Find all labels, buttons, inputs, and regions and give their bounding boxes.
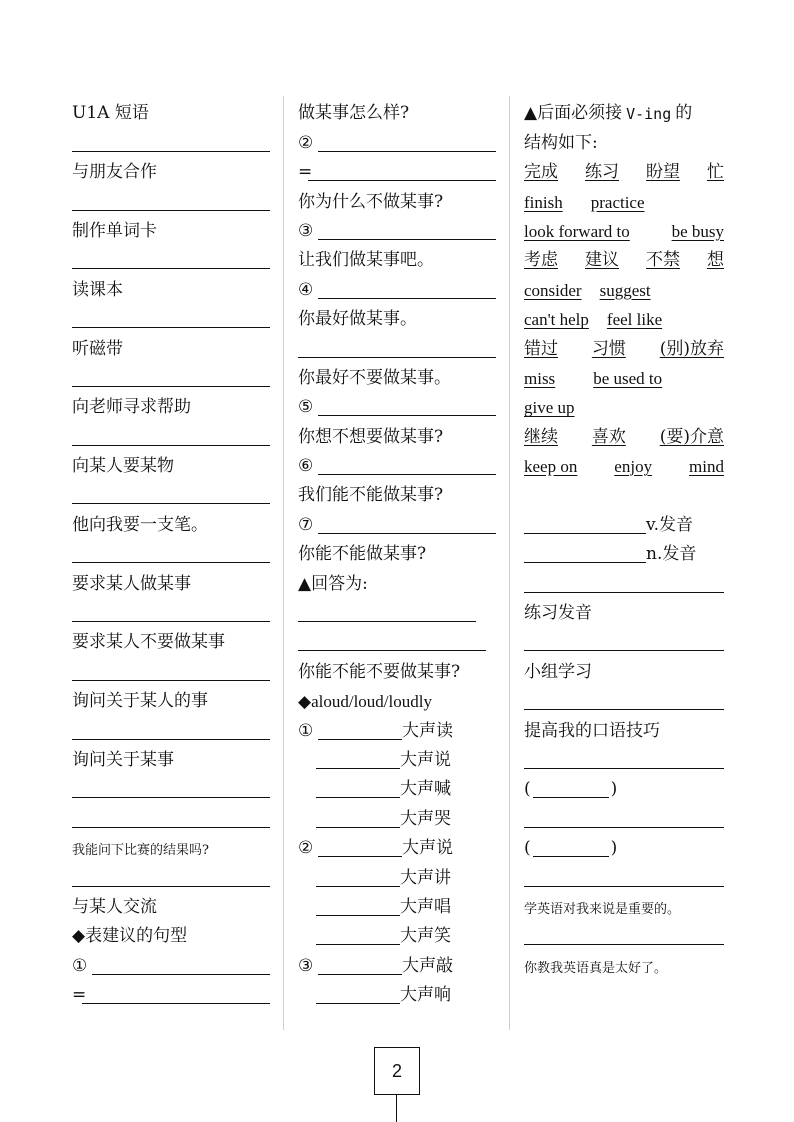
column-1	[72, 96, 270, 1007]
english-word: keep on	[524, 457, 578, 477]
answer-line	[72, 596, 270, 625]
chinese-word: 喜欢	[591, 426, 626, 447]
answer-line	[72, 302, 270, 331]
answer-line	[72, 419, 270, 448]
meaning: 大声讲	[400, 867, 451, 888]
chinese-word: 想	[707, 250, 724, 271]
fill-row	[524, 537, 724, 566]
numbered-answer-line	[298, 449, 496, 478]
word-row	[524, 331, 724, 360]
chinese-word: 继续	[524, 426, 558, 447]
answer-line	[524, 801, 724, 830]
english-word: miss	[524, 368, 556, 388]
phrase-prompt: 制作单词卡	[72, 220, 157, 241]
phrase-prompt: 向某人要某物	[72, 456, 174, 477]
equals-answer-line	[72, 978, 270, 1007]
numbered-answer-line	[298, 272, 496, 301]
answer-line	[298, 331, 496, 360]
paren-close: )	[610, 838, 618, 859]
phrase-prompt: 询问关于某人的事	[72, 691, 208, 712]
phrase-prompt: 他向我要一支笔。	[72, 514, 208, 535]
fill-row	[298, 772, 496, 801]
word-row	[524, 184, 724, 213]
fill-row	[298, 713, 496, 742]
blank	[316, 871, 400, 887]
phrase-prompt: 你能不能不要做某事?	[298, 661, 461, 682]
chinese-word: (别)放弃	[659, 338, 724, 359]
phrase-prompt: 你最好做某事。	[298, 309, 417, 330]
word-row	[524, 449, 724, 478]
phrase-prompt: 我们能不能做某事?	[298, 485, 444, 506]
phrase-prompt: 你想不想要做某事?	[298, 426, 444, 447]
fill-row	[298, 801, 496, 830]
blank	[316, 988, 400, 1004]
english-word: be used to	[593, 368, 663, 388]
english-word: feel like	[606, 310, 663, 330]
blank	[318, 841, 402, 857]
meaning: n.发音	[646, 544, 697, 565]
answer-line	[72, 654, 270, 683]
circled-number: ①	[72, 955, 88, 976]
page-number: 2	[374, 1047, 420, 1095]
equals-answer-line	[298, 155, 496, 184]
answer-line	[524, 919, 724, 948]
english-word: mind	[689, 457, 724, 477]
fill-row	[298, 919, 496, 948]
meaning: v.发音	[646, 514, 693, 535]
chinese-word: 建议	[585, 250, 619, 271]
answer-line	[72, 478, 270, 507]
sentence-prompt: 你教我英语真是太好了。	[524, 960, 668, 976]
answer-line	[72, 713, 270, 742]
phrase-prompt: 小组学习	[524, 661, 592, 682]
fill-row	[298, 860, 496, 889]
english-word: consider	[524, 280, 582, 300]
fill-row	[298, 743, 496, 772]
word-row	[524, 272, 724, 301]
circled-number: ②	[298, 838, 314, 859]
answer-line	[298, 596, 496, 625]
circled-number: ⑤	[298, 397, 314, 418]
page-number-stem	[396, 1094, 397, 1122]
english-word: look forward to	[524, 221, 630, 241]
answer-line	[72, 125, 270, 154]
phrase-prompt: 与某人交流	[72, 896, 157, 917]
answer-line	[524, 684, 724, 713]
meaning: 大声说	[402, 838, 453, 859]
blank	[316, 900, 400, 916]
heading-text: 的	[675, 103, 693, 124]
english-word: enjoy	[614, 457, 653, 477]
circled-number: ⑥	[298, 456, 314, 477]
paren-blank-row	[524, 772, 724, 801]
numbered-answer-line	[298, 125, 496, 154]
word-row	[524, 361, 724, 390]
heading-text: ▲后面必须接	[524, 103, 623, 124]
chinese-word: 考虑	[524, 250, 558, 271]
fill-row	[298, 831, 496, 860]
meaning: 大声响	[400, 985, 451, 1006]
phrase-prompt: 提高我的口语技巧	[524, 720, 660, 741]
circled-number: ③	[298, 955, 314, 976]
fill-row	[298, 978, 496, 1007]
answer-line	[72, 361, 270, 390]
phrase-prompt: 要求某人做某事	[72, 573, 191, 594]
answer-line	[524, 860, 724, 889]
circled-number: ③	[298, 220, 314, 241]
section-heading: ◆aloud/loud/loudly	[298, 692, 432, 712]
blank	[316, 929, 400, 945]
chinese-word: 习惯	[591, 338, 626, 359]
fill-row	[298, 890, 496, 919]
circled-number: ①	[298, 720, 314, 741]
english-word: can't help	[524, 310, 589, 330]
phrase-prompt: 你最好不要做某事。	[298, 367, 451, 388]
english-word: suggest	[599, 280, 651, 300]
column-divider	[509, 96, 510, 1030]
answer-line	[298, 625, 496, 654]
word-row	[524, 302, 724, 331]
section-title: U1A 短语	[72, 103, 149, 124]
column-3	[524, 96, 724, 978]
answer-line	[72, 537, 270, 566]
circled-number: ④	[298, 279, 314, 300]
fill-row	[524, 507, 724, 536]
column-divider	[283, 96, 284, 1030]
phrase-prompt: 让我们做某事吧。	[298, 250, 434, 271]
chinese-word: 不禁	[646, 250, 680, 271]
blank	[316, 753, 400, 769]
meaning: 大声读	[402, 720, 453, 741]
chinese-word: 忙	[707, 162, 724, 183]
section-heading: ▲回答为:	[298, 573, 368, 594]
phrase-prompt: 听磁带	[72, 338, 123, 359]
chinese-word: (要)介意	[659, 426, 724, 447]
circled-number: ②	[298, 132, 314, 153]
answer-line	[524, 743, 724, 772]
numbered-answer-line	[298, 214, 496, 243]
phrase-prompt: 练习发音	[524, 603, 592, 624]
spacer-row	[524, 478, 724, 507]
meaning: 大声笑	[400, 926, 451, 947]
blank	[316, 812, 400, 828]
blank	[533, 841, 609, 857]
blank	[318, 724, 402, 740]
chinese-word: 练习	[585, 162, 619, 183]
phrase-prompt: 询问关于某事	[72, 749, 174, 770]
phrase-prompt: 读课本	[72, 279, 123, 300]
sentence-prompt: 我能问下比赛的结果吗?	[72, 843, 209, 859]
equals-sign: =	[72, 985, 87, 1006]
english-word: give up	[524, 398, 575, 418]
phrase-prompt: 做某事怎么样?	[298, 103, 410, 124]
meaning: 大声喊	[400, 779, 451, 800]
numbered-answer-line	[298, 390, 496, 419]
section-heading-line2: 结构如下:	[524, 132, 598, 153]
word-row	[524, 214, 724, 243]
phrase-prompt: 与朋友合作	[72, 162, 157, 183]
chinese-word: 错过	[524, 338, 558, 359]
meaning: 大声唱	[400, 896, 451, 917]
phrase-prompt: 你为什么不做某事?	[298, 191, 444, 212]
meaning: 大声敲	[402, 955, 453, 976]
meaning: 大声说	[400, 749, 451, 770]
word-row	[524, 243, 724, 272]
meaning: 大声哭	[400, 808, 451, 829]
blank	[318, 959, 402, 975]
paren-open: (	[524, 838, 531, 859]
phrase-prompt: 向老师寻求帮助	[72, 397, 191, 418]
answer-line	[72, 801, 270, 830]
english-word: finish	[524, 192, 563, 212]
blank	[533, 782, 609, 798]
paren-close: )	[610, 779, 618, 800]
word-row	[524, 155, 724, 184]
column-2	[298, 96, 496, 1007]
paren-blank-row	[524, 831, 724, 860]
answer-line	[72, 184, 270, 213]
numbered-answer-line	[72, 948, 270, 977]
phrase-prompt: 你能不能做某事?	[298, 544, 427, 565]
heading-code: V-ing	[626, 105, 672, 124]
chinese-word: 盼望	[646, 162, 680, 183]
section-heading: ◆表建议的句型	[72, 926, 188, 947]
numbered-answer-line	[298, 507, 496, 536]
equals-sign: =	[298, 162, 313, 183]
answer-line	[524, 625, 724, 654]
blank	[524, 518, 646, 534]
chinese-word: 完成	[524, 162, 558, 183]
blank	[524, 547, 646, 563]
phrase-prompt: 要求某人不要做某事	[72, 632, 225, 653]
sentence-prompt: 学英语对我来说是重要的。	[524, 901, 681, 917]
english-word: be busy	[671, 221, 724, 241]
answer-line	[524, 566, 724, 595]
answer-line	[72, 860, 270, 889]
english-word: practice	[590, 192, 645, 212]
paren-open: (	[524, 779, 531, 800]
word-row	[524, 390, 724, 419]
circled-number: ⑦	[298, 514, 314, 535]
word-row	[524, 419, 724, 448]
answer-line	[72, 772, 270, 801]
fill-row	[298, 948, 496, 977]
section-heading	[524, 96, 724, 125]
answer-line	[72, 243, 270, 272]
blank	[316, 782, 400, 798]
